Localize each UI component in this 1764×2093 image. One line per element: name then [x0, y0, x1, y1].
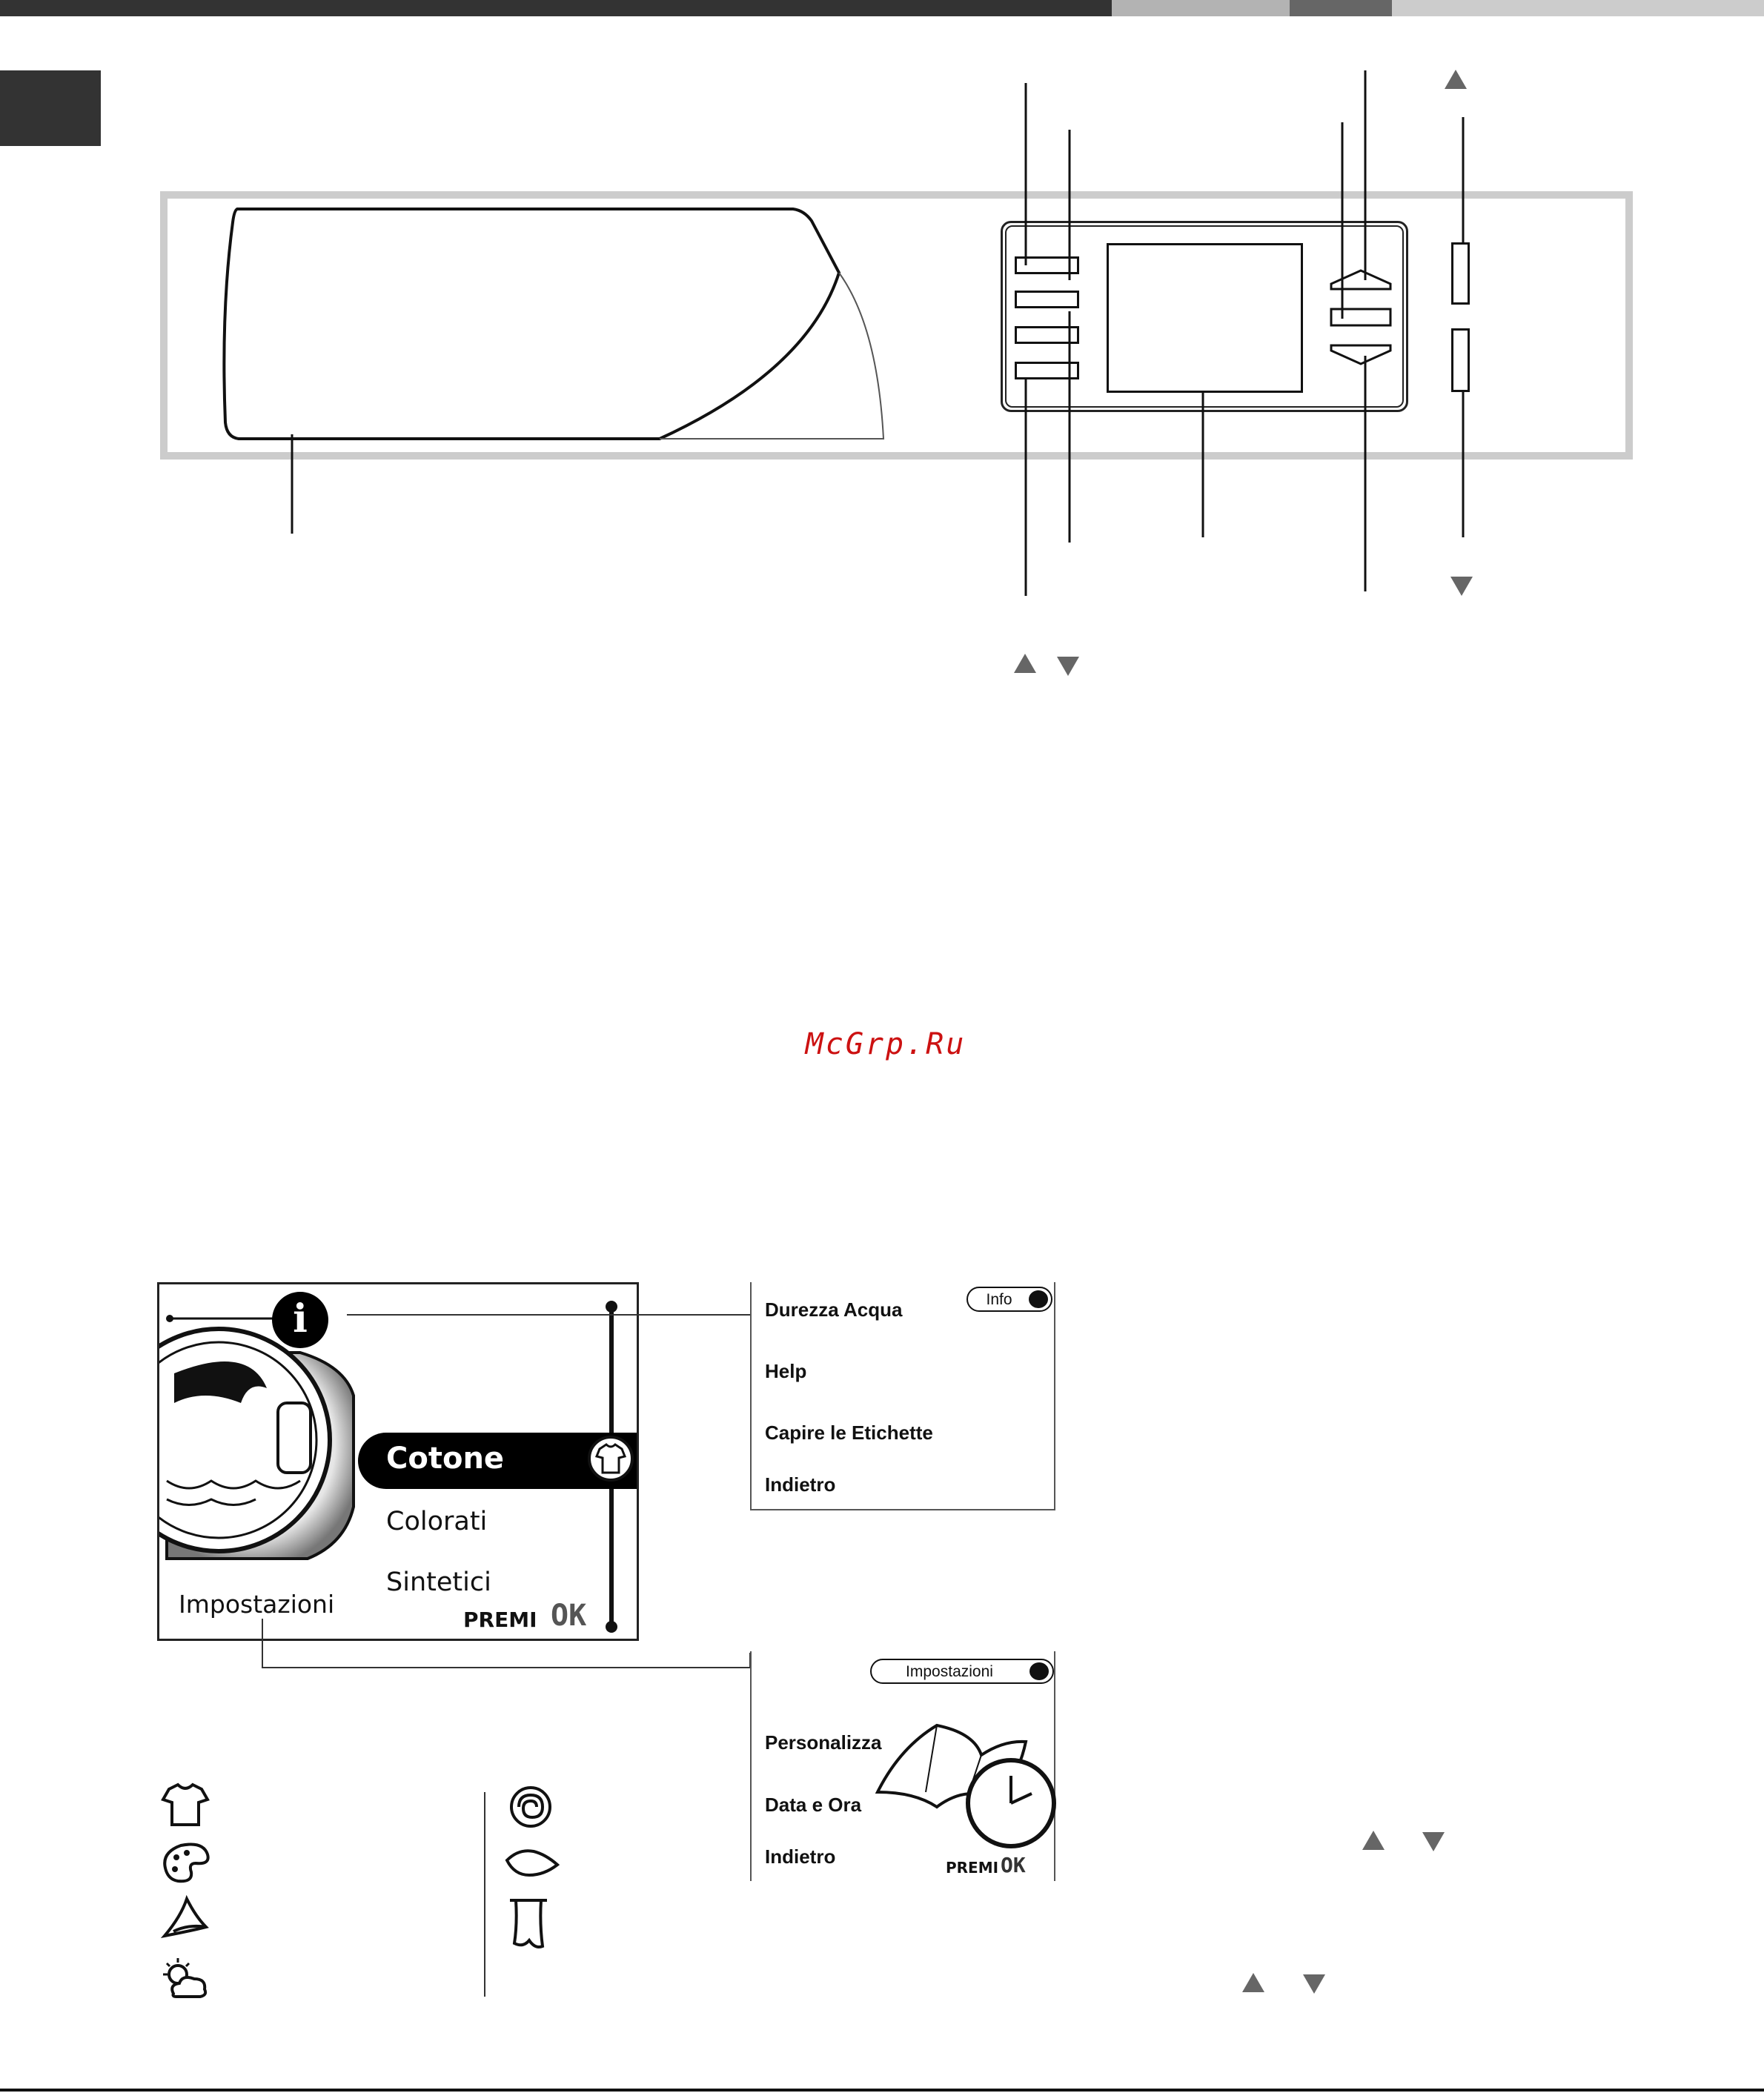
press-label: PREMI: [946, 1859, 999, 1877]
arrow-up-icon: [1014, 654, 1036, 673]
arrow-up-icon: [1242, 1973, 1264, 1992]
settings-label[interactable]: Impostazioni: [179, 1590, 335, 1619]
menu-item-personalizza[interactable]: Personalizza: [765, 1731, 882, 1754]
program-sintetici[interactable]: Sintetici: [386, 1568, 491, 1597]
book-icon: [1029, 1662, 1049, 1680]
press-label: PREMI: [463, 1608, 537, 1632]
menu-item-durezza-acqua[interactable]: Durezza Acqua: [765, 1298, 903, 1321]
shirt-icon: [159, 1782, 212, 1828]
legend-divider: [484, 1792, 485, 1997]
menu-item-capire-etichette[interactable]: Capire le Etichette: [765, 1422, 933, 1444]
arrow-up-icon: [1445, 70, 1467, 89]
silk-icon: [504, 1845, 560, 1883]
weather-icon: [159, 1957, 212, 2003]
info-badge-label: Info: [986, 1291, 1012, 1308]
info-icon[interactable]: i: [272, 1292, 328, 1348]
palette-icon: [159, 1841, 212, 1885]
book-icon: [1029, 1290, 1048, 1308]
arrow-down-icon: [1450, 577, 1473, 596]
wool-icon: [504, 1783, 557, 1831]
program-colorati[interactable]: Colorati: [386, 1507, 488, 1536]
watermark: McGrp.Ru: [805, 1027, 966, 1061]
program-label-selected: Cotone: [386, 1442, 505, 1476]
settings-badge: [870, 1659, 1054, 1684]
arrow-down-icon: [1057, 657, 1079, 676]
arrow-up-icon: [1362, 1831, 1385, 1850]
settings-badge-label: Impostazioni: [906, 1663, 993, 1680]
curtain-icon: [504, 1894, 556, 1951]
ok-label: OK: [551, 1599, 587, 1633]
ok-label: OK: [1001, 1853, 1026, 1877]
info-menu-panel: [750, 1282, 1055, 1510]
arrow-down-icon: [1422, 1832, 1445, 1851]
synthetic-icon: [159, 1894, 212, 1943]
arrow-down-icon: [1303, 1974, 1325, 1994]
book-clock-illustration: [870, 1711, 1058, 1851]
callout-lines: [0, 0, 1764, 608]
settings-menu-panel: [750, 1651, 1055, 1881]
menu-item-indietro[interactable]: Indietro: [765, 1473, 836, 1496]
footer-rule: [0, 2089, 1764, 2092]
menu-item-help[interactable]: Help: [765, 1360, 807, 1382]
menu-item-indietro[interactable]: Indietro: [765, 1845, 836, 1868]
menu-item-data-ora[interactable]: Data e Ora: [765, 1794, 862, 1816]
